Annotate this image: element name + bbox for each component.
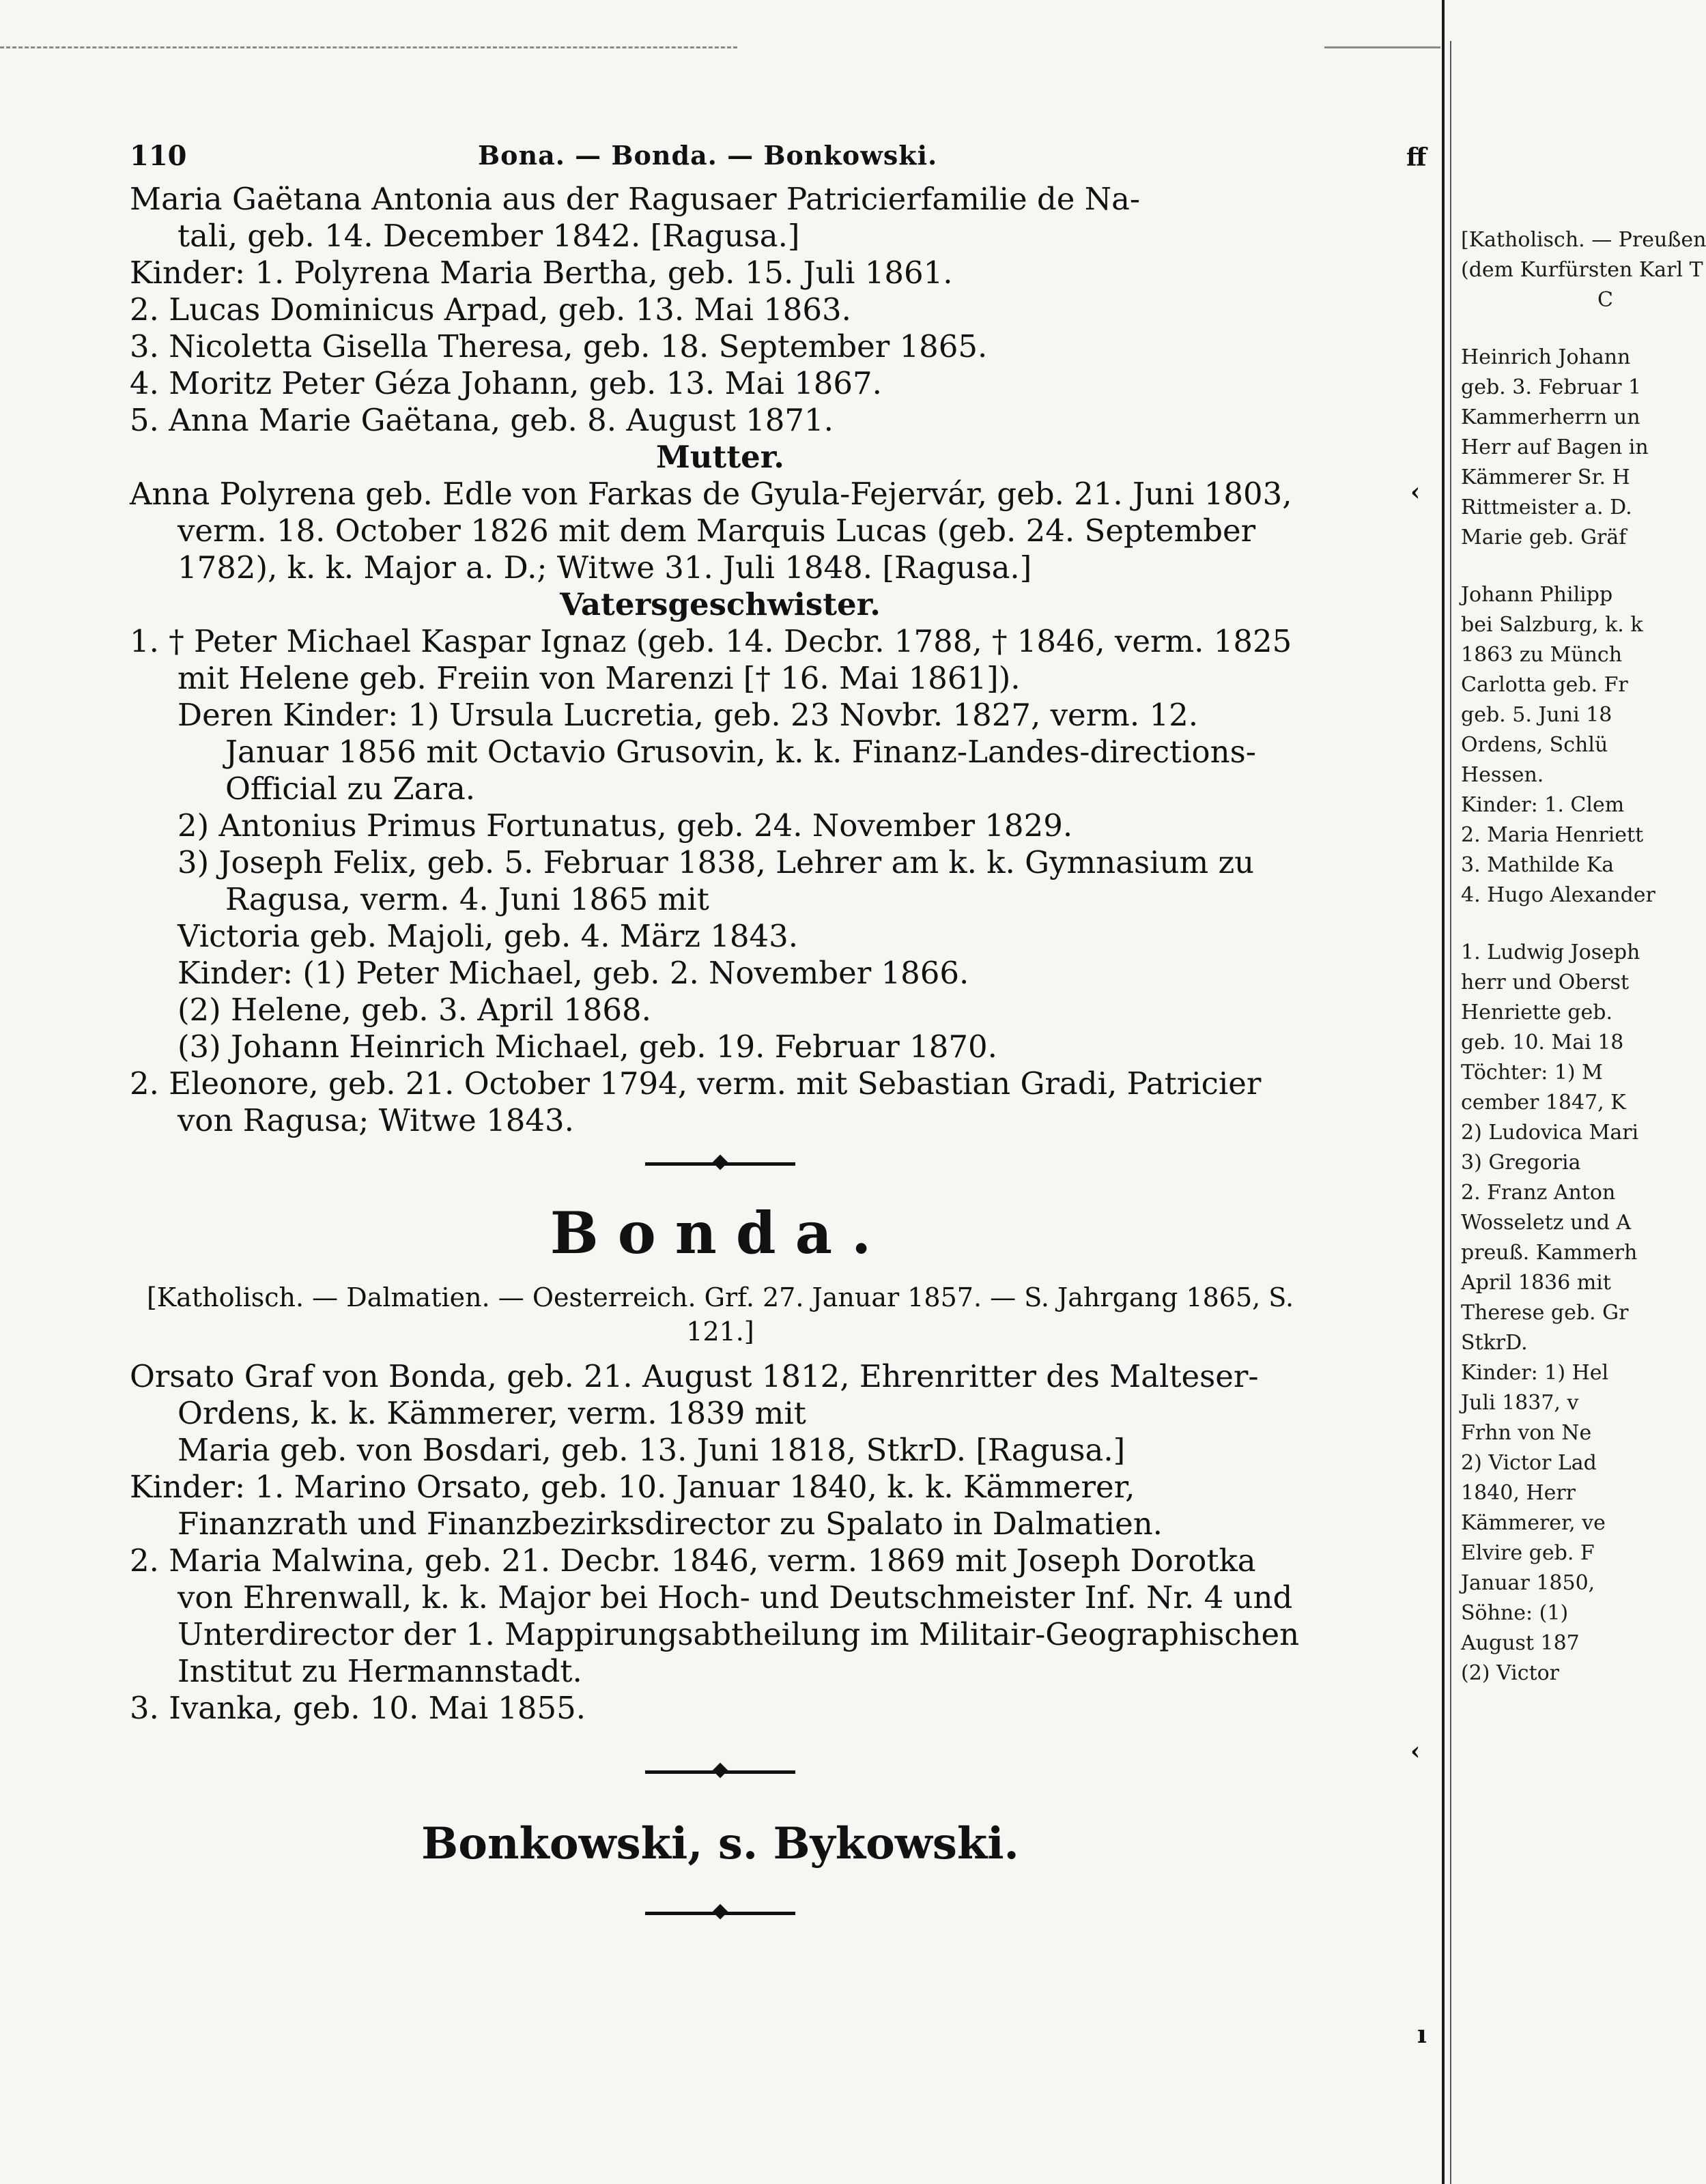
side-line: 1840, Herr (1461, 1481, 1576, 1505)
enkel-entry: (2) Helene, geb. 3. April 1868. (177, 992, 651, 1028)
section-divider (130, 1888, 1311, 1936)
main-page (130, 140, 1311, 1936)
margin-mark: ‹ (1410, 1737, 1421, 1766)
spouse-entry: Maria geb. von Bosdari, geb. 13. Juni 1818, StkrD. [Ragusa.] (177, 1432, 1126, 1468)
side-line: Töchter: 1) M (1461, 1061, 1603, 1084)
margin-mark: ı (1417, 2020, 1427, 2049)
kinder-entry: 3. Ivanka, geb. 10. Mai 1855. (130, 1690, 586, 1726)
side-line: 2) Victor Lad (1461, 1451, 1597, 1475)
head-entry: Orsato Graf von Bonda, geb. 21. August 1812, Ehrenritter des Malteser-Ordens, k. k. Kämmerer, verm. 1839 mit (130, 1358, 1259, 1431)
side-line: April 1836 mit (1461, 1271, 1611, 1295)
next-page-fragment (1461, 225, 1706, 1689)
section-divider (130, 1747, 1311, 1795)
deren-kinder-entry: Deren Kinder: 1) Ursula Lucretia, geb. 23 Novbr. 1827, verm. 12. Januar 1856 mit Octavio Grusovin, k. k. Finanz-Landes-directions-Official zu Zara. (177, 697, 1256, 807)
vatersgeschwister-entry: 2. Eleonore, geb. 21. October 1794, verm. mit Sebastian Gradi, Patricier von Ragusa; Witwe 1843. (130, 1065, 1262, 1138)
bonda-note: [Katholisch. — Dalmatien. — Oesterreich. Grf. 27. Januar 1857. — S. Jahrgang 1865, S. 121.] (146, 1282, 1294, 1347)
side-line: Frhn von Ne (1461, 1421, 1592, 1445)
side-line: (2) Victor (1461, 1661, 1560, 1685)
bona-family-text (130, 181, 1311, 1139)
side-line: 3) Gregoria (1461, 1151, 1581, 1175)
side-line: StkrD. (1461, 1331, 1528, 1355)
top-dashed-rule (0, 46, 737, 48)
side-line: August 187 (1461, 1631, 1580, 1655)
side-line: Rittmeister a. D. (1461, 495, 1632, 519)
text-line: Kinder: 1. Polyrena Maria Bertha, geb. 15. Juli 1861. (130, 255, 953, 291)
page-gutter-shadow (1450, 41, 1451, 2184)
running-title: Bona. — Bonda. — Bonkowski. (478, 140, 938, 171)
side-line: 2. Franz Anton (1461, 1181, 1616, 1205)
text-line: tali, geb. 14. December 1842. [Ragusa.] (177, 218, 800, 254)
text-line: 3. Nicoletta Gisella Theresa, geb. 18. September 1865. (130, 328, 988, 364)
side-line: bei Salzburg, k. k (1461, 613, 1643, 637)
side-line: Kämmerer, ve (1461, 1511, 1606, 1535)
side-line: 3. Mathilde Ka (1461, 853, 1615, 877)
vatersgeschwister-entry: 1. † Peter Michael Kaspar Ignaz (geb. 14. Decbr. 1788, † 1846, verm. 1825 mit Helene geb. Freiin von Marenzi [† 16. Mai 1861]). (130, 623, 1292, 696)
kind-entry: 2) Antonius Primus Fortunatus, geb. 24. November 1829. (177, 807, 1073, 844)
side-line: Heinrich Johann (1461, 345, 1631, 369)
spouse-entry: Victoria geb. Majoli, geb. 4. März 1843. (177, 918, 799, 954)
text-line: 2. Lucas Dominicus Arpad, geb. 13. Mai 1863. (130, 291, 851, 328)
side-line: Kinder: 1. Clem (1461, 793, 1625, 817)
section-heading-vatersgeschwister: Vatersgeschwister. (560, 586, 881, 622)
side-line: geb. 5. Juni 18 (1461, 703, 1612, 727)
side-line: Wosseletz und A (1461, 1211, 1632, 1235)
side-line: Kämmerer Sr. H (1461, 465, 1630, 489)
enkel-entry: (3) Johann Heinrich Michael, geb. 19. Februar 1870. (177, 1029, 997, 1065)
side-line: Kinder: 1) Hel (1461, 1361, 1609, 1385)
side-line: Herr auf Bagen in (1461, 435, 1649, 459)
enkel-entry: Kinder: (1) Peter Michael, geb. 2. November 1866. (177, 955, 969, 991)
kind-entry: 3) Joseph Felix, geb. 5. Februar 1838, Lehrer am k. k. Gymnasium zu Ragusa, verm. 4. Juni 1865 mit (177, 844, 1255, 917)
side-line: [Katholisch. — Preußen (1461, 228, 1706, 252)
bonda-family-text (130, 1358, 1311, 1727)
side-line: Januar 1850, (1461, 1571, 1595, 1595)
bonda-title: Bonda. (550, 1199, 891, 1267)
side-line: 1863 zu Münch (1461, 643, 1623, 667)
side-line: (dem Kurfürsten Karl T (1461, 258, 1703, 282)
side-line: Juli 1837, v (1461, 1391, 1579, 1415)
side-line: Hessen. (1461, 763, 1544, 787)
page-gutter (1442, 0, 1445, 2184)
text-line: Maria Gaëtana Antonia aus der Ragusaer Patricierfamilie de Na- (130, 181, 1141, 217)
side-line: cember 1847, K (1461, 1091, 1626, 1115)
side-line: 1. Ludwig Joseph (1461, 940, 1640, 964)
running-header (130, 140, 1311, 181)
side-line: C (1597, 288, 1613, 312)
bonkowski-title: Bonkowski, s. Bykowski. (421, 1818, 1019, 1869)
text-line: 4. Moritz Peter Géza Johann, geb. 13. Mai 1867. (130, 365, 882, 401)
side-line: 2. Maria Henriett (1461, 823, 1644, 847)
side-line: Marie geb. Gräf (1461, 526, 1627, 549)
top-solid-rule (1324, 46, 1440, 48)
kinder-entry: Kinder: 1. Marino Orsato, geb. 10. Januar 1840, k. k. Kämmerer, Finanzrath und Finanzbezirksdirector zu Spalato in Dalmatien. (130, 1469, 1163, 1542)
margin-mark: ‹ (1410, 478, 1421, 506)
side-line: preuß. Kammerh (1461, 1241, 1638, 1265)
side-line: herr und Oberst (1461, 971, 1630, 994)
text-line: 5. Anna Marie Gaëtana, geb. 8. August 1871. (130, 402, 834, 438)
side-line: Carlotta geb. Fr (1461, 673, 1628, 697)
page-number: 110 (130, 140, 187, 172)
side-line: Johann Philipp (1461, 583, 1613, 607)
section-divider (130, 1139, 1311, 1187)
kinder-entry: 2. Maria Malwina, geb. 21. Decbr. 1846, verm. 1869 mit Joseph Dorotka von Ehrenwall, k. k. Major bei Hoch- und Deutschmeister Inf. Nr. 4 und Unterdirector der 1. Mappirungsabtheilung im Militair-Geographischen Institut zu Hermannstadt. (130, 1542, 1300, 1689)
side-line: Kammerherrn un (1461, 405, 1640, 429)
mutter-paragraph: Anna Polyrena geb. Edle von Farkas de Gyula-Fejervár, geb. 21. Juni 1803, verm. 18. October 1826 mit dem Marquis Lucas (geb. 24. September 1782), k. k. Major a. D.; Witwe 31. Juli 1848. [Ragusa.] (130, 476, 1292, 586)
side-line: Ordens, Schlü (1461, 733, 1608, 757)
side-line: 2) Ludovica Mari (1461, 1121, 1639, 1145)
side-line: Therese geb. Gr (1461, 1301, 1629, 1325)
side-line: 4. Hugo Alexander (1461, 883, 1655, 907)
side-line: Elvire geb. F (1461, 1541, 1595, 1565)
side-line: geb. 3. Februar 1 (1461, 375, 1642, 399)
side-line: Söhne: (1) (1461, 1601, 1569, 1625)
side-line: Henriette geb. (1461, 1001, 1613, 1024)
corner-mark: ff (1406, 143, 1427, 172)
section-heading-mutter: Mutter. (656, 439, 784, 475)
side-line: geb. 10. Mai 18 (1461, 1031, 1624, 1054)
